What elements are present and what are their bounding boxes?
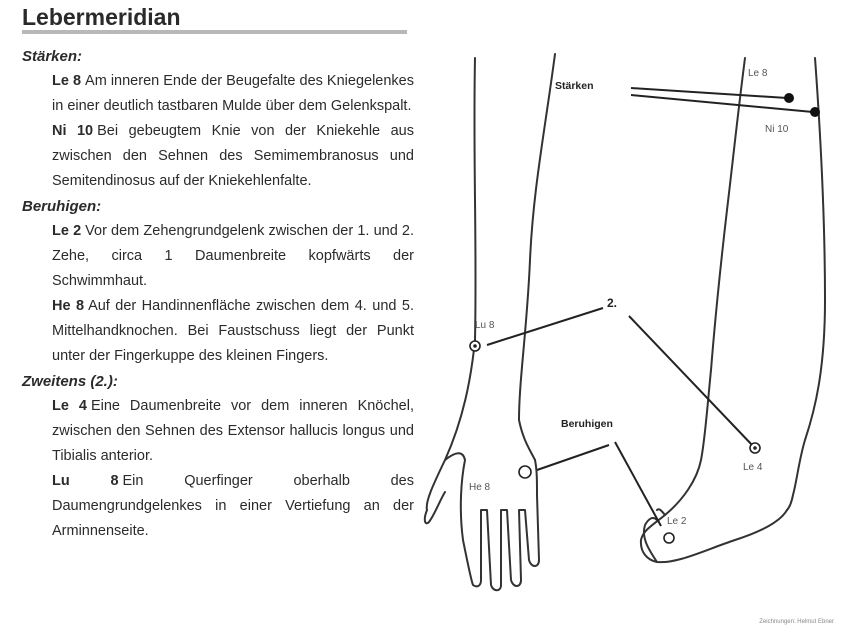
entry-le8 xyxy=(22,69,414,119)
illustration-credit: Zeichnungen: Helmut Ebner xyxy=(759,619,834,625)
label-le2: Le 2 xyxy=(667,516,687,527)
label-he8: He 8 xyxy=(469,482,491,493)
label-2: 2. xyxy=(607,296,618,310)
label-beruhigen: Beruhigen xyxy=(561,418,613,430)
entry-he8 xyxy=(22,294,414,369)
label-le8: Le 8 xyxy=(748,68,768,79)
callout-line-he8 xyxy=(537,445,609,470)
leg-outline-right xyxy=(787,58,825,510)
point-description: Auf der Handinnenfläche zwischen dem 4. und 5. Mittelhandknochen. Bei Faustschuss liegt der Punkt unter der Fingerkuppe des kleinen Fingers. xyxy=(52,298,414,364)
section-heading-zweitens: Zweitens (2.): xyxy=(22,373,118,390)
point-le4-core xyxy=(753,446,757,450)
label-staerken: Stärken xyxy=(555,80,594,92)
arm-outline-right xyxy=(519,54,555,460)
callout-line-le2 xyxy=(615,442,661,526)
point-code: Lu 8 xyxy=(52,473,119,489)
section-heading-beruhigen: Beruhigen: xyxy=(22,198,102,215)
arm-outline-left xyxy=(427,58,476,510)
point-description: Bei gebeugtem Knie von der Kniekehle aus zwischen den Sehnen des Semimembranosus und Semitendinosus auf der Kniekehlenfalte. xyxy=(52,123,414,189)
point-description: Eine Daumenbreite vor dem inneren Knöchel, zwischen den Sehnen des Extensor hallucis longus und Tibialis anterior. xyxy=(52,398,414,464)
point-le2 xyxy=(664,533,674,543)
section-heading-staerken: Stärken: xyxy=(22,48,83,65)
callout-line-lu8 xyxy=(487,308,603,345)
page-title: Lebermeridian xyxy=(22,4,181,30)
point-ni10 xyxy=(810,107,820,117)
point-lu8-core xyxy=(473,344,477,348)
point-code: Ni 10 xyxy=(52,123,94,139)
entry-ni10 xyxy=(22,119,414,194)
entry-le2 xyxy=(22,219,414,294)
entry-le4 xyxy=(22,394,414,469)
label-ni10: Ni 10 xyxy=(765,124,789,135)
point-he8 xyxy=(519,466,531,478)
point-description: Vor dem Zehengrundgelenk zwischen der 1. und 2. Zehe, circa 1 Daumenbreite kopfwärts der Schwimmhaut. xyxy=(52,223,415,289)
label-lu8: Lu 8 xyxy=(475,320,495,331)
callout-line-le4 xyxy=(629,316,753,446)
point-code: He 8 xyxy=(52,298,85,314)
title-underline xyxy=(22,30,407,34)
point-description: Ein Querfinger oberhalb des Daumengrundgelenkes in einer Vertiefung an der Arminnenseite. xyxy=(52,473,414,539)
point-code: Le 4 xyxy=(52,398,87,414)
entry-lu8 xyxy=(22,469,414,544)
point-le8 xyxy=(784,93,794,103)
text-column xyxy=(22,44,414,544)
point-description: Am inneren Ende der Beugefalte des Kniegelenkes in einer deutlich tastbaren Mulde über dem Gelenkspalt. xyxy=(52,73,414,114)
acupoint-illustration xyxy=(415,40,842,627)
point-code: Le 2 xyxy=(52,223,82,239)
point-code: Le 8 xyxy=(52,73,82,89)
label-le4: Le 4 xyxy=(743,462,763,473)
